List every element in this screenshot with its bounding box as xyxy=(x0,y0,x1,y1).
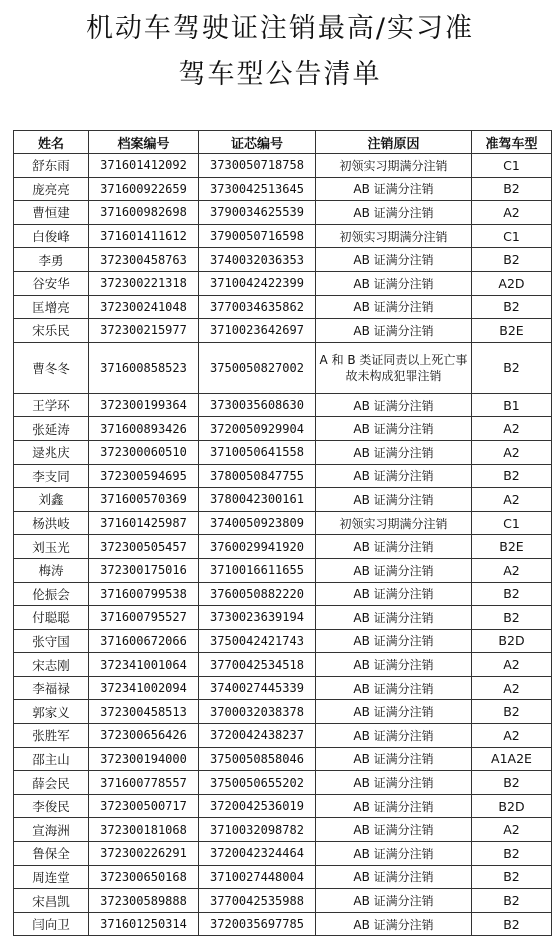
cell-name: 曹冬冬 xyxy=(14,342,89,393)
cell-vehicle-class: A2 xyxy=(472,724,552,748)
table-row xyxy=(14,912,552,936)
cell-reason: AB 证满分注销 xyxy=(316,771,472,795)
table-row xyxy=(14,747,552,771)
cell-chip-number: 3790050716598 xyxy=(199,224,316,248)
cell-reason: AB 证满分注销 xyxy=(316,177,472,201)
table-row xyxy=(14,464,552,488)
cell-file-number: 371600778557 xyxy=(89,771,199,795)
cell-reason: AB 证满分注销 xyxy=(316,488,472,512)
cell-chip-number: 3760029941920 xyxy=(199,535,316,559)
cell-file-number: 371601425987 xyxy=(89,511,199,535)
cell-name: 匡增亮 xyxy=(14,295,89,319)
cell-chip-number: 3750042421743 xyxy=(199,629,316,653)
cell-reason: AB 证满分注销 xyxy=(316,440,472,464)
column-header-name: 姓名 xyxy=(14,131,89,154)
cell-name: 杨洪岐 xyxy=(14,511,89,535)
cell-file-number: 372300215977 xyxy=(89,319,199,343)
cell-name: 张守国 xyxy=(14,629,89,653)
table-row xyxy=(14,629,552,653)
cell-vehicle-class: B2 xyxy=(472,771,552,795)
table-row xyxy=(14,865,552,889)
table-row xyxy=(14,177,552,201)
cell-file-number: 371601411612 xyxy=(89,224,199,248)
cell-name: 舒东雨 xyxy=(14,154,89,178)
cell-reason: AB 证满分注销 xyxy=(316,201,472,225)
cell-reason: AB 证满分注销 xyxy=(316,417,472,441)
cell-reason: AB 证满分注销 xyxy=(316,393,472,417)
cell-reason: A 和 B 类证同责以上死亡事故未构成犯罪注销 xyxy=(316,342,472,393)
cell-reason: AB 证满分注销 xyxy=(316,747,472,771)
table-row xyxy=(14,154,552,178)
cell-chip-number: 3710027448004 xyxy=(199,865,316,889)
table-row xyxy=(14,606,552,630)
cell-file-number: 371600672066 xyxy=(89,629,199,653)
cell-vehicle-class: B2 xyxy=(472,248,552,272)
table-body xyxy=(14,154,552,936)
cell-chip-number: 3760050882220 xyxy=(199,582,316,606)
table-row xyxy=(14,771,552,795)
cell-file-number: 372300226291 xyxy=(89,842,199,866)
cell-file-number: 371600570369 xyxy=(89,488,199,512)
cell-vehicle-class: A2 xyxy=(472,676,552,700)
cell-reason: AB 证满分注销 xyxy=(316,724,472,748)
cell-name: 宋志刚 xyxy=(14,653,89,677)
table-row xyxy=(14,700,552,724)
cell-vehicle-class: C1 xyxy=(472,224,552,248)
cell-file-number: 371601412092 xyxy=(89,154,199,178)
cell-vehicle-class: A2 xyxy=(472,558,552,582)
cell-file-number: 371601250314 xyxy=(89,912,199,936)
cell-file-number: 372300505457 xyxy=(89,535,199,559)
cell-chip-number: 3750050655202 xyxy=(199,771,316,795)
cell-chip-number: 3720042536019 xyxy=(199,794,316,818)
cell-reason: AB 证满分注销 xyxy=(316,653,472,677)
table-row xyxy=(14,488,552,512)
cell-file-number: 371600799538 xyxy=(89,582,199,606)
cell-name: 宋乐民 xyxy=(14,319,89,343)
cell-vehicle-class: A2D xyxy=(472,271,552,295)
cell-name: 梅涛 xyxy=(14,558,89,582)
cell-chip-number: 3740027445339 xyxy=(199,676,316,700)
cell-file-number: 372300181068 xyxy=(89,818,199,842)
cell-vehicle-class: A2 xyxy=(472,488,552,512)
cell-file-number: 371600795527 xyxy=(89,606,199,630)
table-row xyxy=(14,319,552,343)
cell-name: 周连堂 xyxy=(14,865,89,889)
cell-vehicle-class: C1 xyxy=(472,511,552,535)
cell-name: 曹恒建 xyxy=(14,201,89,225)
table-row xyxy=(14,201,552,225)
cell-vehicle-class: B2 xyxy=(472,295,552,319)
table-row xyxy=(14,676,552,700)
cell-reason: AB 证满分注销 xyxy=(316,818,472,842)
cell-name: 鲁保全 xyxy=(14,842,89,866)
cell-name: 李福禄 xyxy=(14,676,89,700)
cell-name: 李勇 xyxy=(14,248,89,272)
cell-reason: AB 证满分注销 xyxy=(316,535,472,559)
cell-name: 刘玉光 xyxy=(14,535,89,559)
table-row xyxy=(14,724,552,748)
cell-name: 付聪聪 xyxy=(14,606,89,630)
cell-chip-number: 3720042324464 xyxy=(199,842,316,866)
cell-chip-number: 3710032098782 xyxy=(199,818,316,842)
cell-name: 王学环 xyxy=(14,393,89,417)
cell-vehicle-class: B1 xyxy=(472,393,552,417)
cell-chip-number: 3750050827002 xyxy=(199,342,316,393)
cell-chip-number: 3710016611655 xyxy=(199,558,316,582)
cell-chip-number: 3710042422399 xyxy=(199,271,316,295)
cell-file-number: 372300589888 xyxy=(89,889,199,913)
cell-file-number: 371600982698 xyxy=(89,201,199,225)
table-row xyxy=(14,653,552,677)
cell-reason: AB 证满分注销 xyxy=(316,295,472,319)
cell-name: 张胜军 xyxy=(14,724,89,748)
column-header-chip-number: 证芯编号 xyxy=(199,131,316,154)
cell-chip-number: 3740032036353 xyxy=(199,248,316,272)
cell-chip-number: 3780050847755 xyxy=(199,464,316,488)
cell-name: 闫向卫 xyxy=(14,912,89,936)
cell-file-number: 372300199364 xyxy=(89,393,199,417)
cell-chip-number: 3780042300161 xyxy=(199,488,316,512)
cell-reason: AB 证满分注销 xyxy=(316,794,472,818)
cell-reason: AB 证满分注销 xyxy=(316,842,472,866)
cell-file-number: 372300458763 xyxy=(89,248,199,272)
page-title-line-2: 驾车型公告清单 xyxy=(178,59,382,90)
column-header-vehicle-class: 准驾车型 xyxy=(472,131,552,154)
cell-chip-number: 3750050858046 xyxy=(199,747,316,771)
cell-reason: AB 证满分注销 xyxy=(316,889,472,913)
cell-vehicle-class: A2 xyxy=(472,417,552,441)
cell-chip-number: 3720035697785 xyxy=(199,912,316,936)
cell-vehicle-class: B2E xyxy=(472,535,552,559)
cell-reason: AB 证满分注销 xyxy=(316,606,472,630)
cell-file-number: 371600893426 xyxy=(89,417,199,441)
cell-name: 伦振会 xyxy=(14,582,89,606)
cell-vehicle-class: C1 xyxy=(472,154,552,178)
cell-vehicle-class: B2 xyxy=(472,842,552,866)
cell-file-number: 371600922659 xyxy=(89,177,199,201)
table-row xyxy=(14,558,552,582)
table-row xyxy=(14,271,552,295)
cell-file-number: 372300241048 xyxy=(89,295,199,319)
cell-vehicle-class: B2 xyxy=(472,889,552,913)
cell-vehicle-class: B2 xyxy=(472,912,552,936)
cell-chip-number: 3740050923809 xyxy=(199,511,316,535)
cell-vehicle-class: B2 xyxy=(472,177,552,201)
cell-file-number: 372300594695 xyxy=(89,464,199,488)
table-row xyxy=(14,295,552,319)
table-row xyxy=(14,440,552,464)
cell-reason: AB 证满分注销 xyxy=(316,912,472,936)
cell-chip-number: 3770042535988 xyxy=(199,889,316,913)
cell-reason: AB 证满分注销 xyxy=(316,700,472,724)
cell-reason: AB 证满分注销 xyxy=(316,676,472,700)
cell-name: 庞亮亮 xyxy=(14,177,89,201)
cell-name: 谷安华 xyxy=(14,271,89,295)
cell-name: 刘鑫 xyxy=(14,488,89,512)
cell-vehicle-class: B2 xyxy=(472,865,552,889)
table-row xyxy=(14,511,552,535)
cell-name: 白俊峰 xyxy=(14,224,89,248)
cell-file-number: 372300194000 xyxy=(89,747,199,771)
cell-vehicle-class: B2 xyxy=(472,582,552,606)
cell-chip-number: 3720050929904 xyxy=(199,417,316,441)
cell-file-number: 372300175016 xyxy=(89,558,199,582)
cell-reason: 初领实习期满分注销 xyxy=(316,511,472,535)
cell-name: 李俊民 xyxy=(14,794,89,818)
cell-file-number: 371600858523 xyxy=(89,342,199,393)
column-header-file-number: 档案编号 xyxy=(89,131,199,154)
cell-file-number: 372300060510 xyxy=(89,440,199,464)
page-title-line-1: 机动车驾驶证注销最高/实习准 xyxy=(85,13,475,44)
cell-chip-number: 3710023642697 xyxy=(199,319,316,343)
cell-chip-number: 3790034625539 xyxy=(199,201,316,225)
cell-name: 张延涛 xyxy=(14,417,89,441)
table-row xyxy=(14,417,552,441)
cell-reason: AB 证满分注销 xyxy=(316,865,472,889)
cell-name: 宣海洲 xyxy=(14,818,89,842)
cell-reason: 初领实习期满分注销 xyxy=(316,154,472,178)
table-row xyxy=(14,794,552,818)
cell-reason: AB 证满分注销 xyxy=(316,629,472,653)
cell-name: 邵主山 xyxy=(14,747,89,771)
cell-reason: AB 证满分注销 xyxy=(316,271,472,295)
cell-vehicle-class: A1A2E xyxy=(472,747,552,771)
cell-vehicle-class: B2 xyxy=(472,700,552,724)
cell-name: 李支同 xyxy=(14,464,89,488)
cell-vehicle-class: B2 xyxy=(472,342,552,393)
table-header-row xyxy=(14,131,552,154)
table-row xyxy=(14,818,552,842)
cell-vehicle-class: B2 xyxy=(472,464,552,488)
cell-vehicle-class: A2 xyxy=(472,653,552,677)
table-row xyxy=(14,393,552,417)
table-row xyxy=(14,342,552,393)
cell-name: 宋昌凯 xyxy=(14,889,89,913)
table-row xyxy=(14,224,552,248)
cell-chip-number: 3730035608630 xyxy=(199,393,316,417)
cell-name: 薛会民 xyxy=(14,771,89,795)
cell-chip-number: 3730023639194 xyxy=(199,606,316,630)
column-header-reason: 注销原因 xyxy=(316,131,472,154)
cell-chip-number: 3770034635862 xyxy=(199,295,316,319)
cell-chip-number: 3730042513645 xyxy=(199,177,316,201)
table-row xyxy=(14,842,552,866)
table-row xyxy=(14,248,552,272)
cell-reason: AB 证满分注销 xyxy=(316,464,472,488)
cell-file-number: 372300500717 xyxy=(89,794,199,818)
cell-vehicle-class: B2E xyxy=(472,319,552,343)
cell-file-number: 372300221318 xyxy=(89,271,199,295)
cell-file-number: 372341001064 xyxy=(89,653,199,677)
cell-vehicle-class: B2D xyxy=(472,629,552,653)
cancellation-table xyxy=(13,130,552,936)
cell-reason: AB 证满分注销 xyxy=(316,319,472,343)
cell-chip-number: 3770042534518 xyxy=(199,653,316,677)
cell-name: 郭家义 xyxy=(14,700,89,724)
cell-chip-number: 3710050641558 xyxy=(199,440,316,464)
cell-vehicle-class: B2 xyxy=(472,606,552,630)
cell-vehicle-class: A2 xyxy=(472,818,552,842)
cell-file-number: 372300458513 xyxy=(89,700,199,724)
table-row xyxy=(14,582,552,606)
table-row xyxy=(14,535,552,559)
cell-reason: 初领实习期满分注销 xyxy=(316,224,472,248)
cell-chip-number: 3730050718758 xyxy=(199,154,316,178)
cell-file-number: 372300650168 xyxy=(89,865,199,889)
cell-vehicle-class: A2 xyxy=(472,201,552,225)
cell-vehicle-class: B2D xyxy=(472,794,552,818)
cell-name: 逯兆庆 xyxy=(14,440,89,464)
cell-reason: AB 证满分注销 xyxy=(316,582,472,606)
table-row xyxy=(14,889,552,913)
cell-chip-number: 3720042438237 xyxy=(199,724,316,748)
cell-reason: AB 证满分注销 xyxy=(316,248,472,272)
cell-reason: AB 证满分注销 xyxy=(316,558,472,582)
cell-vehicle-class: A2 xyxy=(472,440,552,464)
cell-file-number: 372300656426 xyxy=(89,724,199,748)
cell-file-number: 372341002094 xyxy=(89,676,199,700)
cell-chip-number: 3700032038378 xyxy=(199,700,316,724)
